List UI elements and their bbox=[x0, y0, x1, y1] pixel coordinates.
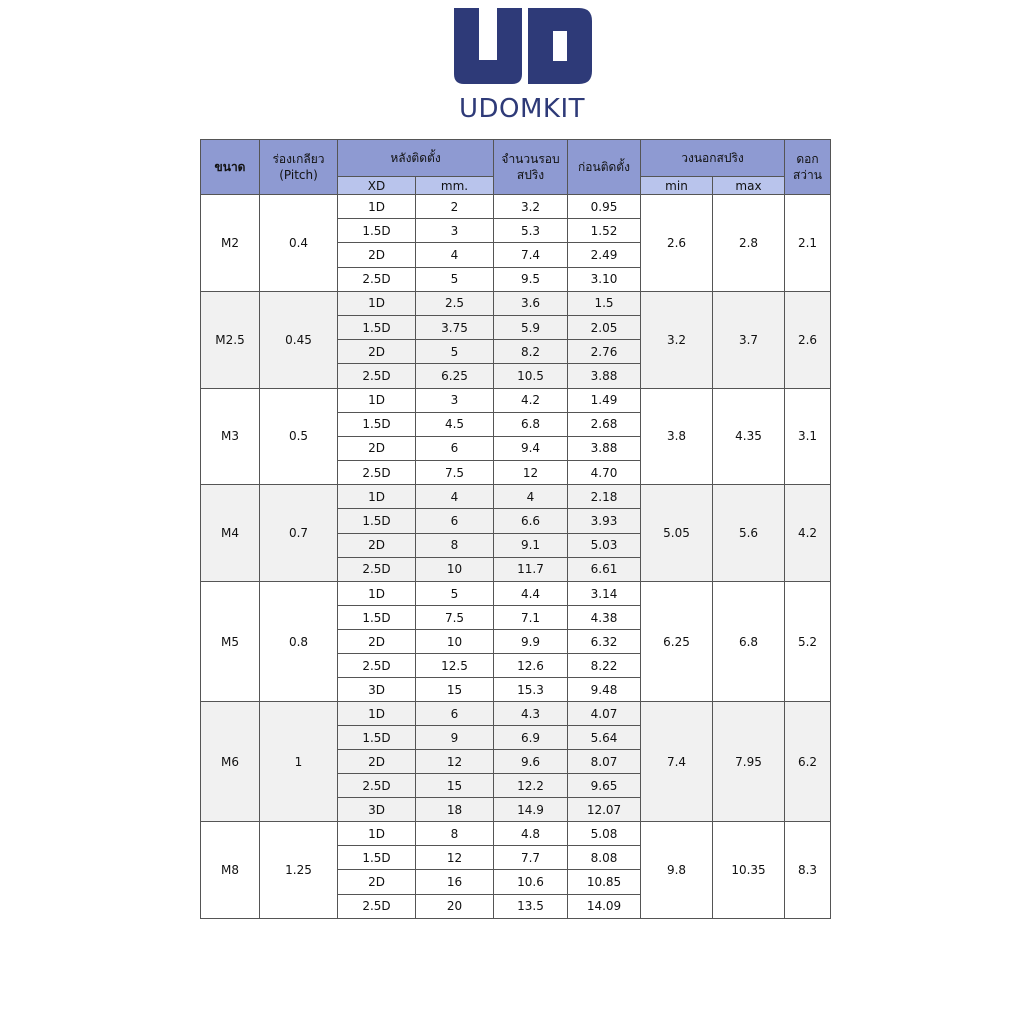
cell-pitch: 1 bbox=[260, 702, 338, 822]
cell-mm: 10 bbox=[416, 630, 494, 654]
col-xd-header: XD bbox=[338, 177, 416, 195]
table-row bbox=[201, 291, 831, 315]
cell-xd: 1.5D bbox=[338, 606, 416, 630]
cell-mm: 3.75 bbox=[416, 315, 494, 339]
cell-mm: 5 bbox=[416, 340, 494, 364]
col-installed-length-header: หลังติดตั้ง bbox=[338, 140, 494, 177]
cell-before-install: 3.88 bbox=[568, 436, 641, 460]
cell-od-min: 7.4 bbox=[641, 702, 713, 822]
cell-xd: 2D bbox=[338, 340, 416, 364]
cell-mm: 7.5 bbox=[416, 606, 494, 630]
cell-drill: 8.3 bbox=[785, 822, 831, 919]
cell-xd: 1D bbox=[338, 822, 416, 846]
cell-before-install: 5.64 bbox=[568, 726, 641, 750]
cell-before-install: 3.14 bbox=[568, 582, 641, 606]
cell-before-install: 2.76 bbox=[568, 340, 641, 364]
size-group-m5 bbox=[201, 582, 831, 702]
cell-turns: 9.6 bbox=[494, 750, 568, 774]
cell-before-install: 1.5 bbox=[568, 291, 641, 315]
cell-mm: 4 bbox=[416, 485, 494, 509]
cell-od-min: 3.8 bbox=[641, 388, 713, 485]
cell-size: M3 bbox=[201, 388, 260, 485]
cell-turns: 12.6 bbox=[494, 654, 568, 678]
cell-od-max: 7.95 bbox=[713, 702, 785, 822]
cell-xd: 2D bbox=[338, 436, 416, 460]
logo-letter-u bbox=[454, 8, 522, 84]
cell-xd: 1.5D bbox=[338, 509, 416, 533]
cell-before-install: 2.68 bbox=[568, 412, 641, 436]
cell-xd: 1D bbox=[338, 485, 416, 509]
cell-xd: 2D bbox=[338, 870, 416, 894]
cell-turns: 15.3 bbox=[494, 678, 568, 702]
cell-pitch: 0.5 bbox=[260, 388, 338, 485]
cell-od-max: 4.35 bbox=[713, 388, 785, 485]
cell-before-install: 3.93 bbox=[568, 509, 641, 533]
cell-xd: 2.5D bbox=[338, 894, 416, 918]
col-turns-header bbox=[494, 140, 568, 195]
cell-mm: 4.5 bbox=[416, 412, 494, 436]
cell-od-min: 5.05 bbox=[641, 485, 713, 582]
cell-xd: 1D bbox=[338, 291, 416, 315]
helicoil-spec-table bbox=[200, 139, 831, 919]
udomkit-logo-mark bbox=[454, 8, 592, 84]
cell-od-min: 2.6 bbox=[641, 195, 713, 292]
col-pitch-line2: (Pitch) bbox=[279, 168, 318, 182]
cell-drill: 3.1 bbox=[785, 388, 831, 485]
cell-before-install: 14.09 bbox=[568, 894, 641, 918]
cell-xd: 1D bbox=[338, 582, 416, 606]
cell-turns: 5.3 bbox=[494, 219, 568, 243]
cell-before-install: 5.08 bbox=[568, 822, 641, 846]
cell-mm: 7.5 bbox=[416, 461, 494, 485]
cell-xd: 2D bbox=[338, 533, 416, 557]
table-row bbox=[201, 388, 831, 412]
table-row bbox=[201, 822, 831, 846]
table-row bbox=[201, 702, 831, 726]
cell-size: M2 bbox=[201, 195, 260, 292]
cell-od-min: 6.25 bbox=[641, 582, 713, 702]
cell-xd: 2.5D bbox=[338, 364, 416, 388]
cell-xd: 3D bbox=[338, 798, 416, 822]
cell-turns: 9.9 bbox=[494, 630, 568, 654]
cell-size: M8 bbox=[201, 822, 260, 919]
brand-name: UDOMKIT bbox=[458, 94, 586, 124]
cell-pitch: 0.8 bbox=[260, 582, 338, 702]
col-size-header: ขนาด bbox=[201, 140, 260, 195]
col-mm-header: mm. bbox=[416, 177, 494, 195]
cell-before-install: 2.05 bbox=[568, 315, 641, 339]
cell-before-install: 6.32 bbox=[568, 630, 641, 654]
cell-turns: 7.4 bbox=[494, 243, 568, 267]
cell-od-max: 10.35 bbox=[713, 822, 785, 919]
cell-turns: 12 bbox=[494, 461, 568, 485]
cell-mm: 12.5 bbox=[416, 654, 494, 678]
cell-turns: 4 bbox=[494, 485, 568, 509]
cell-xd: 2D bbox=[338, 243, 416, 267]
cell-before-install: 2.49 bbox=[568, 243, 641, 267]
cell-xd: 1.5D bbox=[338, 219, 416, 243]
size-group-m4 bbox=[201, 485, 831, 582]
col-outer-diameter-header: วงนอกสปริง bbox=[641, 140, 785, 177]
cell-turns: 9.5 bbox=[494, 267, 568, 291]
col-turns-line1: จำนวนรอบ bbox=[501, 152, 560, 166]
cell-mm: 5 bbox=[416, 582, 494, 606]
cell-pitch: 1.25 bbox=[260, 822, 338, 919]
cell-turns: 10.6 bbox=[494, 870, 568, 894]
cell-drill: 4.2 bbox=[785, 485, 831, 582]
col-before-install-header: ก่อนติดตั้ง bbox=[568, 140, 641, 195]
cell-turns: 13.5 bbox=[494, 894, 568, 918]
cell-xd: 1D bbox=[338, 195, 416, 219]
cell-turns: 12.2 bbox=[494, 774, 568, 798]
cell-xd: 1D bbox=[338, 388, 416, 412]
cell-turns: 10.5 bbox=[494, 364, 568, 388]
col-od-max-header: max bbox=[713, 177, 785, 195]
cell-mm: 15 bbox=[416, 678, 494, 702]
cell-turns: 4.3 bbox=[494, 702, 568, 726]
cell-mm: 15 bbox=[416, 774, 494, 798]
cell-xd: 1D bbox=[338, 702, 416, 726]
cell-before-install: 4.38 bbox=[568, 606, 641, 630]
cell-mm: 18 bbox=[416, 798, 494, 822]
cell-mm: 12 bbox=[416, 846, 494, 870]
cell-xd: 2D bbox=[338, 630, 416, 654]
cell-before-install: 3.10 bbox=[568, 267, 641, 291]
cell-mm: 5 bbox=[416, 267, 494, 291]
cell-drill: 5.2 bbox=[785, 582, 831, 702]
cell-mm: 8 bbox=[416, 822, 494, 846]
cell-turns: 6.6 bbox=[494, 509, 568, 533]
cell-mm: 6 bbox=[416, 509, 494, 533]
cell-turns: 7.7 bbox=[494, 846, 568, 870]
cell-xd: 1.5D bbox=[338, 315, 416, 339]
cell-turns: 11.7 bbox=[494, 557, 568, 581]
cell-xd: 2.5D bbox=[338, 774, 416, 798]
cell-xd: 2.5D bbox=[338, 557, 416, 581]
cell-turns: 9.1 bbox=[494, 533, 568, 557]
size-group-m3 bbox=[201, 388, 831, 485]
cell-before-install: 10.85 bbox=[568, 870, 641, 894]
logo-letter-d bbox=[528, 8, 592, 84]
cell-turns: 6.9 bbox=[494, 726, 568, 750]
cell-drill: 2.1 bbox=[785, 195, 831, 292]
cell-turns: 8.2 bbox=[494, 340, 568, 364]
cell-mm: 3 bbox=[416, 219, 494, 243]
table-row bbox=[201, 582, 831, 606]
cell-turns: 4.2 bbox=[494, 388, 568, 412]
cell-od-min: 3.2 bbox=[641, 291, 713, 388]
col-drill-header bbox=[785, 140, 831, 195]
cell-before-install: 1.52 bbox=[568, 219, 641, 243]
cell-size: M4 bbox=[201, 485, 260, 582]
cell-drill: 2.6 bbox=[785, 291, 831, 388]
cell-turns: 6.8 bbox=[494, 412, 568, 436]
cell-turns: 9.4 bbox=[494, 436, 568, 460]
cell-before-install: 12.07 bbox=[568, 798, 641, 822]
cell-turns: 7.1 bbox=[494, 606, 568, 630]
cell-mm: 2 bbox=[416, 195, 494, 219]
cell-mm: 12 bbox=[416, 750, 494, 774]
cell-od-max: 5.6 bbox=[713, 485, 785, 582]
cell-size: M6 bbox=[201, 702, 260, 822]
cell-pitch: 0.45 bbox=[260, 291, 338, 388]
cell-turns: 5.9 bbox=[494, 315, 568, 339]
cell-turns: 3.6 bbox=[494, 291, 568, 315]
cell-before-install: 2.18 bbox=[568, 485, 641, 509]
cell-mm: 8 bbox=[416, 533, 494, 557]
col-drill-line2: สว่าน bbox=[792, 168, 822, 182]
cell-before-install: 9.48 bbox=[568, 678, 641, 702]
cell-xd: 1.5D bbox=[338, 726, 416, 750]
cell-od-max: 3.7 bbox=[713, 291, 785, 388]
cell-before-install: 4.70 bbox=[568, 461, 641, 485]
cell-before-install: 8.07 bbox=[568, 750, 641, 774]
cell-before-install: 4.07 bbox=[568, 702, 641, 726]
col-pitch-header bbox=[260, 140, 338, 195]
cell-mm: 20 bbox=[416, 894, 494, 918]
cell-before-install: 3.88 bbox=[568, 364, 641, 388]
cell-mm: 4 bbox=[416, 243, 494, 267]
size-group-m8 bbox=[201, 822, 831, 919]
cell-mm: 10 bbox=[416, 557, 494, 581]
cell-xd: 2.5D bbox=[338, 267, 416, 291]
table-row bbox=[201, 485, 831, 509]
size-group-m2 bbox=[201, 195, 831, 292]
cell-mm: 6 bbox=[416, 702, 494, 726]
cell-od-max: 6.8 bbox=[713, 582, 785, 702]
cell-mm: 3 bbox=[416, 388, 494, 412]
cell-xd: 2.5D bbox=[338, 461, 416, 485]
cell-pitch: 0.7 bbox=[260, 485, 338, 582]
cell-xd: 2.5D bbox=[338, 654, 416, 678]
col-pitch-line1: ร่องเกลียว bbox=[272, 152, 325, 166]
cell-xd: 3D bbox=[338, 678, 416, 702]
cell-pitch: 0.4 bbox=[260, 195, 338, 292]
cell-turns: 3.2 bbox=[494, 195, 568, 219]
cell-mm: 16 bbox=[416, 870, 494, 894]
cell-turns: 14.9 bbox=[494, 798, 568, 822]
cell-before-install: 6.61 bbox=[568, 557, 641, 581]
table-header bbox=[201, 140, 831, 195]
cell-turns: 4.8 bbox=[494, 822, 568, 846]
cell-mm: 6 bbox=[416, 436, 494, 460]
cell-xd: 2D bbox=[338, 750, 416, 774]
cell-od-min: 9.8 bbox=[641, 822, 713, 919]
table-row bbox=[201, 195, 831, 219]
size-group-m6 bbox=[201, 702, 831, 822]
cell-before-install: 8.08 bbox=[568, 846, 641, 870]
cell-mm: 2.5 bbox=[416, 291, 494, 315]
cell-before-install: 9.65 bbox=[568, 774, 641, 798]
cell-od-max: 2.8 bbox=[713, 195, 785, 292]
size-group-m2-5 bbox=[201, 291, 831, 388]
cell-mm: 6.25 bbox=[416, 364, 494, 388]
cell-turns: 4.4 bbox=[494, 582, 568, 606]
cell-size: M2.5 bbox=[201, 291, 260, 388]
cell-mm: 9 bbox=[416, 726, 494, 750]
cell-before-install: 0.95 bbox=[568, 195, 641, 219]
cell-xd: 1.5D bbox=[338, 846, 416, 870]
col-od-min-header: min bbox=[641, 177, 713, 195]
cell-size: M5 bbox=[201, 582, 260, 702]
col-turns-line2: สปริง bbox=[516, 168, 545, 182]
cell-before-install: 8.22 bbox=[568, 654, 641, 678]
cell-before-install: 5.03 bbox=[568, 533, 641, 557]
cell-drill: 6.2 bbox=[785, 702, 831, 822]
cell-before-install: 1.49 bbox=[568, 388, 641, 412]
col-drill-line1: ดอก bbox=[796, 152, 819, 166]
cell-xd: 1.5D bbox=[338, 412, 416, 436]
